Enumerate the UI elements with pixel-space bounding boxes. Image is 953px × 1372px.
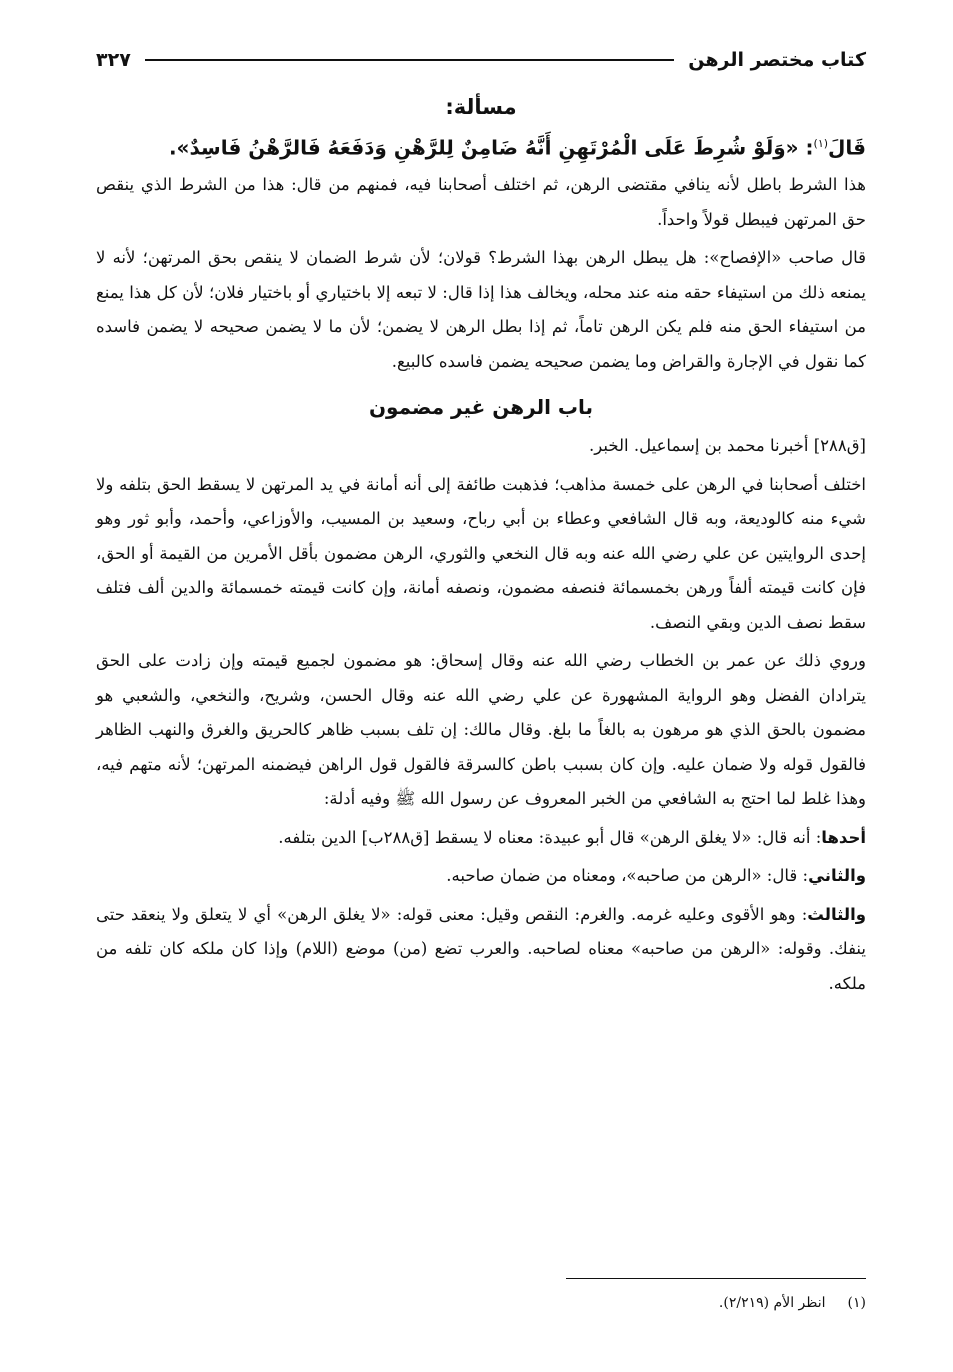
footnote-text: انظر الأم (٢/٢١٩). [718, 1295, 826, 1311]
evidence-lead: والثاني [808, 866, 866, 885]
masala-heading: مسألة: [445, 95, 517, 119]
footnote [719, 1290, 866, 1316]
commentary-paragraph: هذا الشرط باطل لأنه ينافي مقتضى الرهن، ثم اختلف أصحابنا فيه، فمنهم من قال: هذا من الشرط الذي ينقص حق المرتهن فيبطل قولاً واحداً. [96, 175, 866, 229]
evidence-lead: أحدها [821, 827, 866, 847]
footnote-rule [566, 1278, 866, 1279]
evidence-paragraph [96, 821, 866, 856]
page-number: ٣٢٧ [96, 49, 131, 71]
footnote-number: (١) [847, 1295, 866, 1311]
commentary-paragraph: قال صاحب «الإفصاح»: هل يبطل الرهن بهذا الشرط؟ قولان؛ لأن شرط الضمان لا ينقص بحق المرتهن؛ لأنه لا يمنعه ذلك من استيفاء حقه منه عند محله، ويخالف هذا إذا قال: لا تبعه إلا باختياري أو باختيار فلان؛ لأن كل هذا يمنع من استيفاء الحق منه فلم يكن الرهن تاماً، ثم إذا بطل الرهن لا يضمن؛ لأن ما لا يضمن صحيحه لا يضمن فاسده كما نقول في الإجارة والقراض وما يضمن صحيحه يضمن فاسده كالبيع. [96, 248, 866, 371]
matn-quote [96, 124, 866, 168]
document-page [96, 40, 866, 1340]
evidence-text: : وهو الأقوى وعليه غرمه. والغرم: النقص وقيل: معنى قوله: «لا يغلق الرهن» أي لا يتعلق ولا ينعقد حتى ينفك. وقوله: «الرهن من صاحبه» معناه لصاحبه. والعرب تضع (من) موضع (اللام) وإذا كان ملكه كان تلفه من ملكه. [96, 904, 866, 993]
evidence-paragraph [96, 859, 866, 894]
matn-text: : «وَلَوْ شُرِطَ عَلَى الْمُرْتَهِنِ أَنَّهُ ضَامِنٌ لِلرَّهْنِ وَدَفَعَهُ فَالرَّهْنُ فَاسِدٌ». [168, 135, 814, 160]
qala-word: قَالَ [828, 135, 866, 160]
footnote-marker[interactable]: (١) [813, 137, 829, 150]
running-header [96, 40, 866, 80]
evidence-text: : أنه قال: «لا يغلق الرهن» قال أبو عبيدة: معناه لا يسقط [ق٢٨٨ب] الدين بتلفه. [278, 827, 822, 847]
commentary-paragraph: [ق٢٨٨] أخبرنا محمد بن إسماعيل. الخبر. [589, 436, 866, 455]
evidence-text: : قال: «الرهن من صاحبه»، ومعناه من ضمان صاحبه. [446, 866, 809, 885]
evidence-lead: والثالث [807, 904, 866, 924]
commentary-paragraph: وروي ذلك عن عمر بن الخطاب رضي الله عنه وقال إسحاق: هو مضمون لجميع قيمته وإن زادت على الحق يترادان الفضل وهو الرواية المشهورة عن علي رضي الله عنه وقال الحسن، وشريح، والنخعي، والشعبي هو مضمون بالحق الذي هو مرهون به بالغاً ما بلغ. وقال مالك: إن تلف بسبب ظاهر كالحريق والغرق والنهب الظاهر فالقول قوله ولا ضمان عليه. وإن كان بسبب باطن كالسرقة فالقول قول الراهن فيضمنه المرتهن؛ لأنه متهم فيه، وهذا غلط لما احتج به الشافعي من الخبر المعروف عن رسول الله ﷺ وفيه أدلة: [96, 651, 866, 808]
header-rule [145, 59, 674, 61]
book-title: كتاب مختصر الرهن [688, 49, 866, 71]
evidence-paragraph [96, 898, 866, 1002]
chapter-heading: باب الرهن غير مضمون [368, 395, 594, 419]
commentary-paragraph: اختلف أصحابنا في الرهن على خمسة مذاهب؛ فذهبت طائفة إلى أنه أمانة في يد المرتهن لا يسقط الحق بتلفه ولا شيء منه كالوديعة، وبه قال الشافعي وعطاء بن أبي رباح، وسعيد بن المسيب، والأوزاعي، وأحمد، وأبو ثور وهو إحدى الروايتين عن علي رضي الله عنه وبه قال النخعي والثوري، الرهن مضمون بأقل الأمرين من القيمة أو الحق، فإن كانت قيمته ألفاً ورهن بخمسمائة فنصفه مضمون، ونصفه أمانة، وإن كانت قيمته خمسمائة والدين ألف فتلف سقط نصف الدين وبقي النصف. [96, 474, 866, 632]
